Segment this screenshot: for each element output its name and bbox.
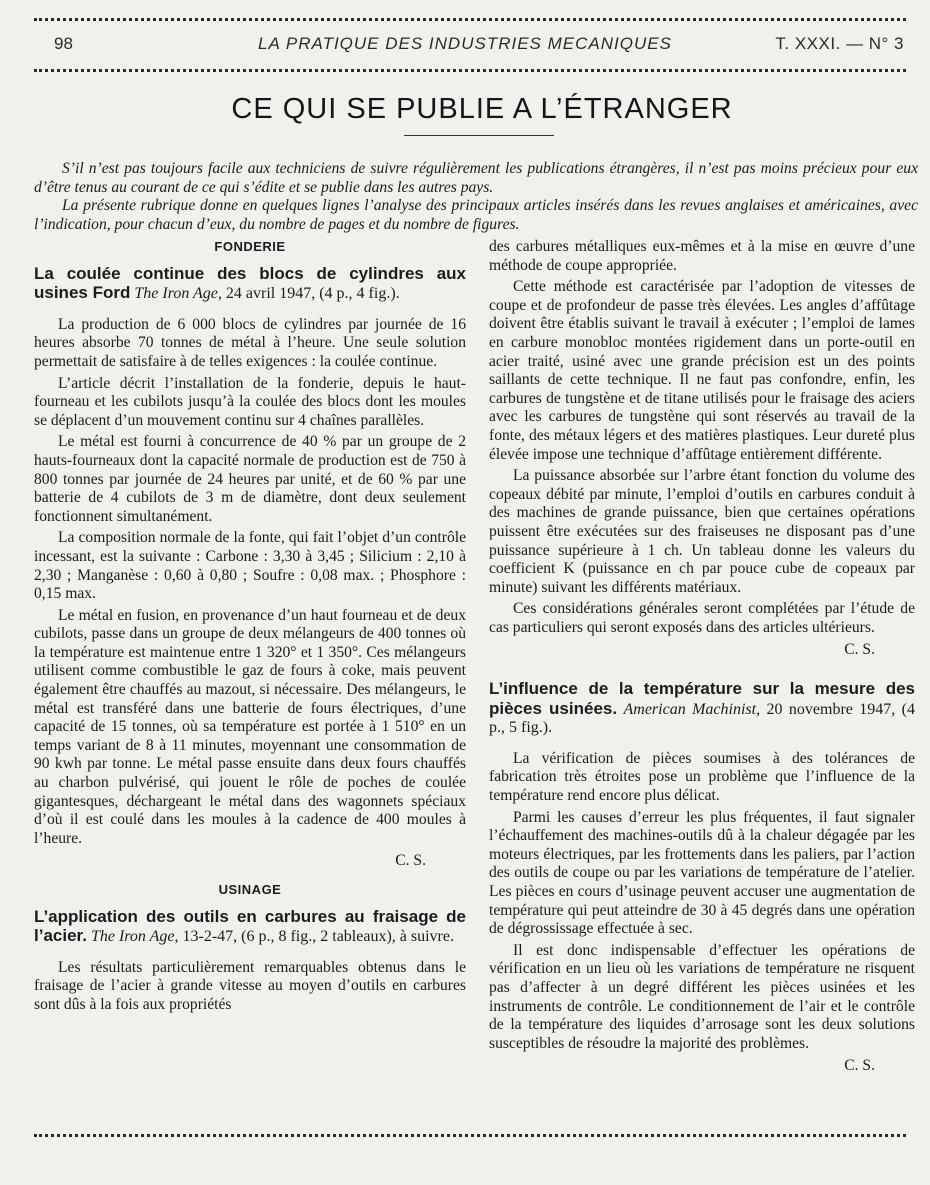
category-heading-fonderie: FONDERIE (214, 239, 286, 254)
category-heading-usinage: USINAGE (218, 882, 282, 897)
signature: C. S. (844, 641, 875, 659)
article-heading (34, 265, 466, 304)
right-column (489, 238, 915, 1086)
article-reference: 24 avril 1947, (4 p., 4 fig.). (221, 285, 400, 303)
body-paragraph: La puissance absorbée sur l’arbre étant fonction du volume des copeaux débité par minute, l’emploi d’outils en carbures conduit à des machines de grande puissance, bien que certaines opérations puissent être exécutées sur des fraiseuses ne disposant pas d’une puissance supérieure à 1 ch. Un tableau donne les valeurs du coefficient K (puissance en ch par pouce cube de copeaux par minute) suivant les différents matériaux. (489, 467, 915, 596)
body-paragraph: La vérification de pièces soumises à des tolérances de fabrication très étroites pose un problème que l’influence de la température rend encore plus délicat. (489, 749, 915, 805)
left-column (34, 238, 466, 1018)
signature: C. S. (395, 852, 426, 870)
running-header (54, 34, 904, 60)
top-dotted-rule (34, 18, 906, 21)
article-heading (489, 680, 915, 738)
volume-issue: T. XXXI. — N° 3 (775, 34, 904, 53)
page-number: 98 (54, 34, 73, 53)
article-reference: 13-2-47, (6 p., 8 fig., 2 tableaux), à suivre. (178, 928, 454, 946)
title-underline (404, 135, 554, 136)
body-paragraph: La production de 6 000 blocs de cylindres par journée de 16 heures absorbe 70 tonnes de métal à l’heure. Une seule solution permettait de satisfaire à de telles exigences : la coulée continue. (34, 315, 466, 370)
journal-title: LA PRATIQUE DES INDUSTRIES MECANIQUES (258, 34, 672, 53)
article-heading (34, 908, 466, 947)
body-paragraph: Le métal en fusion, en provenance d’un haut fourneau et de deux cubilots, passe dans un groupe de deux mélangeurs de 400 tonnes où la température est maintenue entre 1 320° et 1 350°. Ces mélangeurs utilisent comme combustible le gaz de fours à coke, mais peuvent également être chauffés au mazout, si nécessaire. Des mélangeurs, le métal est transféré dans une batterie de fours électriques, d’une capacité de 15 tonnes, où sa température est portée à 1 510° en un temps variant de 8 à 11 minutes, moyennant une consommation de 90 kwh par tonne. Le métal passe ensuite dans deux fours chauffés au charbon pulvérisé, qui jouent le rôle de poches de coulée gigantesques, déchargeant le métal dans des wagonnets spéciaux d’où il est coulé dans les moules à la cadence de 400 moules à l’heure. (34, 606, 466, 847)
article-source: The Iron Age, (90, 928, 179, 946)
section-title: CE QUI SE PUBLIE A L’ÉTRANGER (231, 93, 733, 125)
body-paragraph-continued: des carbures métalliques eux-mêmes et à la mise en œuvre d’une méthode de coupe appropriée. (489, 238, 915, 274)
article-title: La coulée continue des blocs de cylindres aux usines Ford (34, 263, 466, 303)
header-dotted-rule (34, 69, 906, 72)
signature: C. S. (844, 1057, 875, 1075)
article-source: The Iron Age, (134, 285, 222, 303)
body-paragraph: Parmi les causes d’erreur les plus fréquentes, il faut signaler l’échauffement des machines-outils dû à la chaleur dégagée par les moteurs électriques, par les frottements dans les paliers, par l’action des outils de coupe ou par les variations de température de l’atelier. Les pièces en cours d’usinage peuvent accuser une augmentation de température qui peut atteindre de 30 à 45 degrés dans une opération de dégrossissage effectuée à sec. (489, 808, 915, 938)
article-source: American Machinist, (623, 700, 761, 718)
body-paragraph: Il est donc indispensable d’effectuer les opérations de vérification en un lieu où les variations de température ne risquent pas d’affecter à un degré différent les pièces usinées et les instruments de contrôle. Le conditionnement de l’air et le contrôle de la température des liquides d’arrosage sont les deux solutions susceptibles de résoudre la majorité des problèmes. (489, 941, 915, 1052)
article-title: L’application des outils en carbures au fraisage de l’acier. (34, 906, 466, 946)
article-reference: 20 novembre 1947, (4 p., 5 fig.). (489, 700, 916, 737)
body-paragraph: Le métal est fourni à concurrence de 40 % par un groupe de 2 hauts-fourneaux dont la capacité normale de production est de 750 à 800 tonnes par journée de 24 heures par unité, et de 60 % par une batterie de 4 cubilots de 3 m de diamètre, dont deux seulement fonctionnent simultanément. (34, 433, 466, 525)
intro (34, 160, 918, 234)
intro-paragraph: La présente rubrique donne en quelques lignes l’analyse des principaux articles insérés dans les revues anglaises et américaines, avec l’indication, pour chacun d’eux, du nombre de pages et du nombre de figures. (34, 197, 918, 233)
body-paragraph: La composition normale de la fonte, qui fait l’objet d’un contrôle incessant, est la suivante : Carbone : 3,30 à 3,45 ; Silicium : 2,10 à 2,30 ; Manganèse : 0,60 à 0,80 ; Soufre : 0,08 max. ; Phosphore : 0,15 max. (34, 529, 466, 603)
intro-paragraph: S’il n’est pas toujours facile aux techniciens de suivre régulièrement les publications étrangères, il n’est pas moins précieux pour eux d’être tenus au courant de ce qui s’édite et se publie dans les autres pays. (34, 160, 918, 196)
body-paragraph: L’article décrit l’installation de la fonderie, depuis le haut-fourneau et les cubilots jusqu’à la coulée des blocs dont les moules se déplacent d’un mouvement continu sur 4 chaînes parallèles. (34, 374, 466, 429)
body-paragraph: Les résultats particulièrement remarquables obtenus dans le fraisage de l’acier à grande vitesse au moyen d’outils en carbures sont dûs à la fois aux propriétés (34, 958, 466, 1013)
body-paragraph: Cette méthode est caractérisée par l’adoption de vitesses de coupe et de profondeur de passe très élevées. Les angles d’affûtage doivent être établis suivant le travail à exécuter ; l’emploi de lames en carbure monobloc montées rigidement dans un porte-outil en acier traité, usiné avec une grande précision est un des points saillants de cette technique. Il ne faut pas confondre, enfin, les carbures de tungstène et de titane utilisés pour le fraisage des aciers avec les carbures de tungstène qui sont réservés au travail de la fonte, des métaux légers et des matières plastiques. Leur dureté plus élevée impose une technique d’affûtage entièrement différente. (489, 278, 915, 463)
bottom-dotted-rule (34, 1134, 906, 1137)
body-paragraph: Ces considérations générales seront complétées par l’étude de cas particuliers qui seront exposés dans des articles ultérieurs. (489, 600, 915, 636)
article-title: L’influence de la température sur la mesure des pièces usinées. (489, 679, 915, 718)
